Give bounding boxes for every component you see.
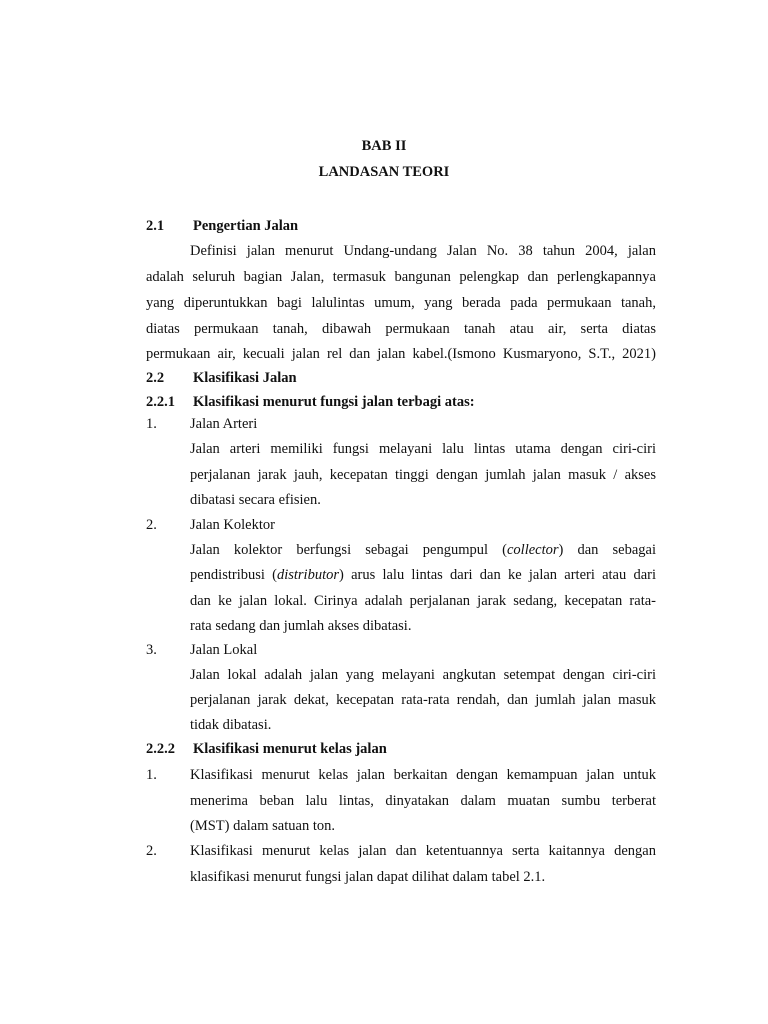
list-item-line: dan ke jalan lokal. Cirinya adalah perjalanan jarak sedang, kecepatan rata- bbox=[190, 593, 656, 609]
list-item-line: perjalanan jarak jauh, kecepatan tinggi dengan jumlah jalan masuk / akses bbox=[190, 467, 656, 483]
chapter-number: BAB II bbox=[361, 138, 407, 154]
list-item-line: Klasifikasi menurut kelas jalan berkaitan dengan kemampuan jalan untuk bbox=[190, 767, 656, 783]
list-item-title: Jalan Kolektor bbox=[190, 517, 275, 533]
list-item-line: klasifikasi menurut fungsi jalan dapat dilihat dalam tabel 2.1. bbox=[190, 869, 546, 885]
section-title: Klasifikasi Jalan bbox=[193, 370, 297, 386]
subsection-number: 2.2.1 bbox=[146, 394, 175, 410]
section-title: Pengertian Jalan bbox=[193, 218, 299, 234]
list-item-line: Jalan kolektor berfungsi sebagai pengumpul (collector) dan sebagai bbox=[190, 542, 656, 558]
list-item-line: rata sedang dan jumlah akses dibatasi. bbox=[190, 618, 412, 634]
list-item-line: dibatasi secara efisien. bbox=[190, 492, 321, 508]
list-item-title: Jalan Lokal bbox=[190, 642, 258, 658]
list-item-line: (MST) dalam satuan ton. bbox=[190, 818, 335, 834]
list-item-line: Klasifikasi menurut kelas jalan dan ketentuannya serta kaitannya dengan bbox=[190, 843, 656, 859]
chapter-title: LANDASAN TEORI bbox=[318, 164, 450, 180]
list-item-line: perjalanan jarak dekat, kecepatan rata-rata rendah, dan jumlah jalan masuk bbox=[190, 692, 656, 708]
subsection-number: 2.2.2 bbox=[146, 741, 175, 757]
list-number: 2. bbox=[146, 843, 157, 859]
list-item-line: pendistribusi (distributor) arus lalu lintas dari dan ke jalan arteri atau dari bbox=[190, 567, 656, 583]
list-number: 2. bbox=[146, 517, 157, 533]
list-number: 3. bbox=[146, 642, 157, 658]
paragraph-line: Definisi jalan menurut Undang-undang Jalan No. 38 tahun 2004, jalan bbox=[190, 243, 656, 259]
section-number: 2.2 bbox=[146, 370, 165, 386]
list-number: 1. bbox=[146, 416, 157, 432]
list-item-title: Jalan Arteri bbox=[190, 416, 258, 432]
subsection-title: Klasifikasi menurut kelas jalan bbox=[193, 741, 387, 757]
list-item-line: tidak dibatasi. bbox=[190, 717, 272, 733]
subsection-title: Klasifikasi menurut fungsi jalan terbagi atas: bbox=[193, 394, 475, 410]
list-item-line: Jalan arteri memiliki fungsi melayani lalu lintas utama dengan ciri-ciri bbox=[190, 441, 656, 457]
paragraph-line: adalah seluruh bagian Jalan, termasuk bangunan pelengkap dan perlengkapannya bbox=[146, 269, 656, 285]
paragraph-line: permukaan air, kecuali jalan rel dan jalan kabel.(Ismono Kusmaryono, S.T., 2021) bbox=[146, 346, 656, 362]
section-number: 2.1 bbox=[146, 218, 165, 234]
list-number: 1. bbox=[146, 767, 157, 783]
paragraph-line: diatas permukaan tanah, dibawah permukaan tanah atau air, serta diatas bbox=[146, 321, 656, 337]
paragraph-line: yang diperuntukkan bagi lalulintas umum, yang berada pada permukaan tanah, bbox=[146, 295, 656, 311]
list-item-line: menerima beban lalu lintas, dinyatakan dalam muatan sumbu terberat bbox=[190, 793, 656, 809]
list-item-line: Jalan lokal adalah jalan yang melayani angkutan setempat dengan ciri-ciri bbox=[190, 667, 656, 683]
